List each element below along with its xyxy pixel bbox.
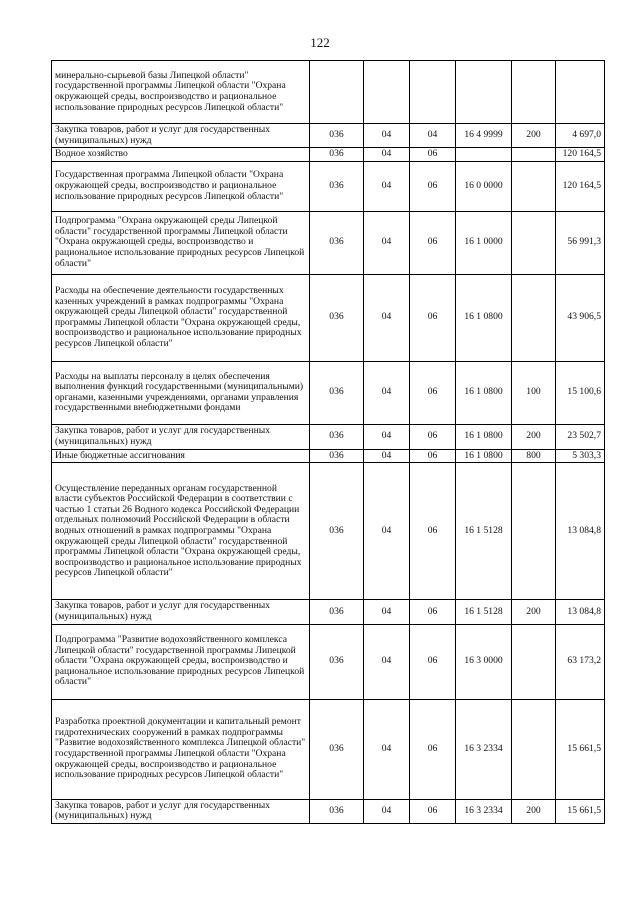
row-amount: 120 164,5 [556, 148, 605, 162]
row-expense-type: 200 [512, 124, 556, 148]
row-target-code: 16 1 0800 [456, 449, 512, 463]
row-subsection-code [410, 61, 456, 124]
row-amount: 15 100,6 [556, 361, 605, 424]
table-row [52, 161, 605, 211]
page-number: 122 [310, 35, 330, 50]
row-section-code [364, 61, 410, 124]
row-target-code: 16 1 0000 [456, 211, 512, 274]
row-department-code: 036 [310, 361, 364, 424]
row-amount: 5 303,3 [556, 449, 605, 463]
row-section-code: 04 [364, 799, 410, 823]
row-department-code: 036 [310, 449, 364, 463]
row-section-code: 04 [364, 463, 410, 600]
row-amount: 56 991,3 [556, 211, 605, 274]
row-department-code [310, 61, 364, 124]
row-subsection-code: 06 [410, 449, 456, 463]
row-name: Подпрограмма "Развитие водохозяйственного комплекса Липецкой области" государственной программы Липецкой области "Охрана окружающей среды, воспроизводство и рациональное использование природных ресурсов Липецкой области" [52, 624, 310, 699]
row-name: Разработка проектной документации и капитальный ремонт гидротехнических сооружений в рамках подпрограммы "Развитие водохозяйственного комплекса Липецкой области" государственной программы Липецкой области "Охрана окружающей среды, воспроизводство и рациональное использование природных ресурсов Липецкой области" [52, 699, 310, 799]
row-amount: 63 173,2 [556, 624, 605, 699]
row-amount: 15 661,5 [556, 699, 605, 799]
row-subsection-code: 06 [410, 361, 456, 424]
row-target-code: 16 1 0800 [456, 424, 512, 449]
row-department-code: 036 [310, 211, 364, 274]
row-subsection-code: 06 [410, 211, 456, 274]
row-section-code: 04 [364, 449, 410, 463]
row-section-code: 04 [364, 124, 410, 148]
budget-table-body [52, 61, 605, 824]
row-department-code: 036 [310, 463, 364, 600]
row-target-code [456, 148, 512, 162]
row-expense-type [512, 211, 556, 274]
row-department-code: 036 [310, 699, 364, 799]
row-department-code: 036 [310, 124, 364, 148]
row-name: минерально-сырьевой базы Липецкой области" государственной программы Липецкой области "Охрана окружающей среды, воспроизводство и рациональное использование природных ресурсов Липецкой области" [52, 61, 310, 124]
row-amount [556, 61, 605, 124]
row-target-code: 16 1 5128 [456, 463, 512, 600]
row-subsection-code: 06 [410, 148, 456, 162]
row-department-code: 036 [310, 600, 364, 624]
row-name: Иные бюджетные ассигнования [52, 449, 310, 463]
row-expense-type [512, 148, 556, 162]
table-row [52, 463, 605, 600]
table-row [52, 211, 605, 274]
row-target-code: 16 3 2334 [456, 799, 512, 823]
row-amount: 13 084,8 [556, 600, 605, 624]
row-name: Подпрограмма "Охрана окружающей среды Липецкой области" государственной программы Липецкой области "Охрана окружающей среды, воспроизводство и рациональное использование природных ресурсов Липецкой области" [52, 211, 310, 274]
row-department-code: 036 [310, 624, 364, 699]
table-row [52, 600, 605, 624]
row-target-code: 16 0 0000 [456, 161, 512, 211]
table-row [52, 699, 605, 799]
table-row [52, 61, 605, 124]
row-expense-type: 200 [512, 799, 556, 823]
row-department-code: 036 [310, 161, 364, 211]
table-row [52, 274, 605, 361]
table-row [52, 124, 605, 148]
row-department-code: 036 [310, 799, 364, 823]
row-amount: 120 164,5 [556, 161, 605, 211]
row-expense-type: 200 [512, 600, 556, 624]
row-amount: 23 502,7 [556, 424, 605, 449]
row-section-code: 04 [364, 424, 410, 449]
row-expense-type: 800 [512, 449, 556, 463]
row-section-code: 04 [364, 211, 410, 274]
row-name: Закупка товаров, работ и услуг для государственных (муниципальных) нужд [52, 799, 310, 823]
row-name: Расходы на выплаты персоналу в целях обеспечения выполнения функций государственными (муниципальными) органами, казенными учреждениями, органами управления государственными внебюджетными фондами [52, 361, 310, 424]
row-expense-type: 200 [512, 424, 556, 449]
row-target-code: 16 4 9999 [456, 124, 512, 148]
row-subsection-code: 06 [410, 624, 456, 699]
row-name: Расходы на обеспечение деятельности государственных казенных учреждений в рамках подпрограммы "Охрана окружающей среды Липецкой области" государственной программы Липецкой области "Охрана окружающей среды, воспроизводство и рациональное использование природных ресурсов Липецкой области" [52, 274, 310, 361]
table-row [52, 449, 605, 463]
row-section-code: 04 [364, 624, 410, 699]
row-amount: 15 661,5 [556, 799, 605, 823]
row-section-code: 04 [364, 699, 410, 799]
row-target-code [456, 61, 512, 124]
row-subsection-code: 06 [410, 699, 456, 799]
budget-table [51, 60, 605, 824]
row-name: Закупка товаров, работ и услуг для государственных (муниципальных) нужд [52, 424, 310, 449]
row-expense-type [512, 699, 556, 799]
row-amount: 13 084,8 [556, 463, 605, 600]
row-name: Закупка товаров, работ и услуг для государственных (муниципальных) нужд [52, 124, 310, 148]
row-subsection-code: 06 [410, 463, 456, 600]
row-department-code: 036 [310, 148, 364, 162]
table-row [52, 361, 605, 424]
row-expense-type [512, 274, 556, 361]
row-section-code: 04 [364, 361, 410, 424]
row-target-code: 16 1 5128 [456, 600, 512, 624]
row-expense-type: 100 [512, 361, 556, 424]
row-amount: 43 906,5 [556, 274, 605, 361]
row-target-code: 16 1 0800 [456, 274, 512, 361]
row-section-code: 04 [364, 600, 410, 624]
table-row [52, 799, 605, 823]
row-section-code: 04 [364, 161, 410, 211]
row-name: Закупка товаров, работ и услуг для государственных (муниципальных) нужд [52, 600, 310, 624]
row-name: Водное хозяйство [52, 148, 310, 162]
row-amount: 4 697,0 [556, 124, 605, 148]
row-target-code: 16 3 0000 [456, 624, 512, 699]
row-expense-type [512, 463, 556, 600]
table-row [52, 624, 605, 699]
row-department-code: 036 [310, 274, 364, 361]
row-subsection-code: 06 [410, 161, 456, 211]
row-expense-type [512, 624, 556, 699]
row-subsection-code: 06 [410, 274, 456, 361]
row-subsection-code: 04 [410, 124, 456, 148]
row-expense-type [512, 161, 556, 211]
row-subsection-code: 06 [410, 600, 456, 624]
row-expense-type [512, 61, 556, 124]
row-name: Осуществление переданных органам государственной власти субъектов Российской Федерации в соответствии с частью 1 статьи 26 Водного кодекса Российской Федерации отдельных полномочий Российской Федерации в области водных отношений в рамках подпрограммы "Охрана окружающей среды Липецкой области" государственной программы Липецкой области "Охрана окружающей среды, воспроизводство и рациональное использование природных ресурсов Липецкой области" [52, 463, 310, 600]
row-section-code: 04 [364, 148, 410, 162]
row-target-code: 16 1 0800 [456, 361, 512, 424]
row-department-code: 036 [310, 424, 364, 449]
row-target-code: 16 3 2334 [456, 699, 512, 799]
row-name: Государственная программа Липецкой области "Охрана окружающей среды, воспроизводство и рациональное использование природных ресурсов Липецкой области" [52, 161, 310, 211]
row-subsection-code: 06 [410, 799, 456, 823]
table-row [52, 424, 605, 449]
row-subsection-code: 06 [410, 424, 456, 449]
row-section-code: 04 [364, 274, 410, 361]
table-row [52, 148, 605, 162]
